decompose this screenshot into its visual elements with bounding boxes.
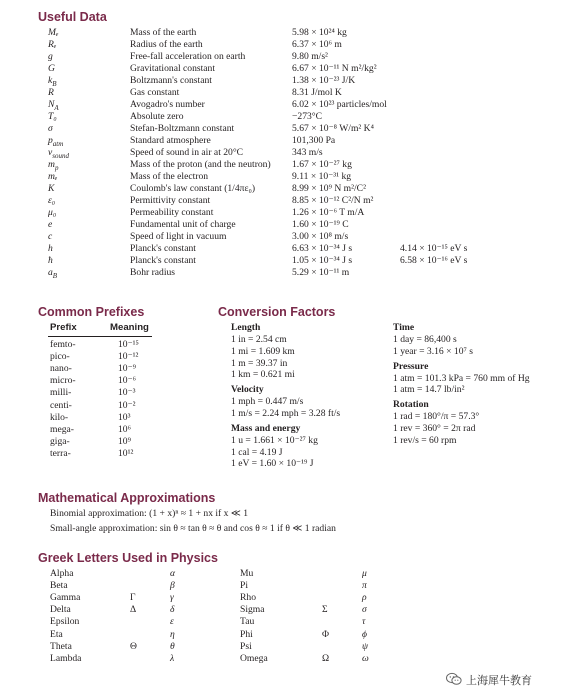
greek-name-cell: Gamma — [50, 592, 81, 604]
description-cell: Planck's constant — [130, 255, 196, 266]
greek-lower-cell: ε — [170, 616, 174, 628]
meaning-cell: 10⁻⁶ — [118, 375, 137, 387]
value-cell: −273°C — [292, 111, 323, 122]
description-cell: Absolute zero — [130, 111, 184, 122]
symbol-cell: μ₀ — [48, 207, 57, 218]
alt-value-cell: 6.58 × 10⁻¹⁶ eV s — [400, 255, 468, 266]
prefix-cell: kilo- — [50, 411, 69, 423]
symbol-cell: K — [48, 183, 55, 194]
meaning-cell: 10⁶ — [118, 423, 131, 435]
greek-name-cell: Delta — [50, 604, 71, 616]
greek-name-cell: Eta — [50, 628, 63, 640]
greek-name-cell: Lambda — [50, 652, 82, 664]
conversion-group-heading: Rotation — [393, 399, 429, 411]
description-cell: Avogadro's number — [130, 99, 205, 110]
symbol-cell: $v_{sound}$ — [48, 147, 69, 160]
conversion-line: 1 u = 1.661 × 10⁻²⁷ kg — [231, 434, 318, 446]
value-cell: 101,300 Pa — [292, 135, 336, 146]
greek-lower-cell: σ — [362, 604, 367, 616]
description-cell: Mass of the earth — [130, 27, 197, 38]
greek-letters-heading: Greek Letters Used in Physics — [38, 551, 218, 565]
conversion-group-heading: Length — [231, 322, 261, 333]
prefix-column-header: Prefix — [50, 322, 77, 333]
greek-lower-cell: δ — [170, 604, 175, 616]
value-cell: 8.31 J/mol K — [292, 87, 342, 98]
conversion-line: 1 m/s = 2.24 mph = 3.28 ft/s — [231, 408, 341, 419]
description-cell: Speed of light in vacuum — [130, 231, 227, 242]
description-cell: Permittivity constant — [130, 195, 211, 206]
greek-name-cell: Beta — [50, 580, 68, 592]
value-cell: 1.38 × 10⁻²³ J/K — [292, 75, 356, 86]
approximation-line: Small-angle approximation: sin θ ≈ tan θ ≈ θ and cos θ ≈ 1 if θ ≪ 1 radian — [50, 523, 336, 534]
meaning-cell: 10³ — [118, 411, 131, 423]
meaning-cell: 10⁻² — [118, 399, 136, 411]
greek-lower-cell: ψ — [362, 640, 368, 652]
description-cell: Boltzmann's constant — [130, 75, 212, 86]
prefix-cell: terra- — [50, 447, 71, 459]
greek-name-cell: Mu — [240, 568, 254, 579]
conversion-group-heading: Velocity — [231, 384, 264, 396]
symbol-cell: mₑ — [48, 171, 58, 182]
prefix-cell: pico- — [50, 351, 70, 363]
greek-upper-cell: Ω — [322, 652, 330, 664]
meaning-cell: 10⁻¹⁵ — [118, 339, 139, 350]
greek-lower-cell: τ — [362, 616, 366, 628]
greek-name-cell: Pi — [240, 580, 249, 592]
math-approx-heading: Mathematical Approximations — [38, 491, 216, 505]
greek-lower-cell: ϕ — [362, 628, 367, 640]
description-cell: Fundamental unit of charge — [130, 219, 236, 230]
greek-name-cell: Rho — [240, 592, 256, 604]
value-cell: 3.00 × 10⁸ m/s — [292, 231, 349, 242]
value-cell: 1.26 × 10⁻⁶ T m/A — [292, 207, 365, 218]
value-cell: 6.02 × 10²³ particles/mol — [292, 99, 387, 110]
meaning-cell: 10⁹ — [118, 435, 131, 447]
symbol-cell: T₀ — [48, 111, 57, 122]
conversion-factors-heading: Conversion Factors — [218, 305, 336, 319]
symbol-cell: ε₀ — [48, 195, 56, 206]
value-cell: 5.67 × 10⁻⁸ W/m² K⁴ — [292, 123, 374, 134]
meaning-cell: 10¹² — [118, 447, 134, 459]
description-cell: Free-fall acceleration on earth — [130, 51, 246, 62]
greek-lower-cell: ρ — [362, 592, 367, 604]
symbol-cell: Rₑ — [48, 39, 57, 50]
symbol-cell: $k_B$ — [48, 75, 57, 88]
conversion-line: 1 mph = 0.447 m/s — [231, 396, 304, 408]
description-cell: Standard atmosphere — [130, 135, 211, 146]
description-cell: Stefan-Boltzmann constant — [130, 123, 235, 134]
greek-name-cell: Psi — [240, 640, 252, 652]
conversion-line: 1 mi = 1.609 km — [231, 345, 295, 357]
value-cell: 8.99 × 10⁹ N m²/C² — [292, 183, 366, 194]
conversion-line: 1 year = 3.16 × 10⁷ s — [393, 345, 473, 357]
description-cell: Planck's constant — [130, 243, 196, 254]
prefix-cell: milli- — [50, 387, 72, 399]
conversion-line: 1 rev = 360° = 2π rad — [393, 423, 476, 434]
meaning-cell: 10⁻¹² — [118, 351, 139, 363]
conversion-line: 1 rad = 180°/π = 57.3° — [393, 411, 480, 423]
common-prefixes-heading: Common Prefixes — [38, 305, 145, 319]
wechat-logo-icon — [446, 672, 462, 691]
conversion-line: 1 km = 0.621 mi — [231, 369, 295, 381]
value-cell: 1.05 × 10⁻³⁴ J s — [292, 255, 353, 266]
symbol-cell: g — [48, 51, 53, 62]
description-cell: Gravitational constant — [130, 63, 215, 74]
greek-lower-cell: ω — [362, 652, 369, 664]
greek-name-cell: Sigma — [240, 604, 265, 616]
greek-upper-cell: Φ — [322, 628, 330, 640]
conversion-line: 1 atm = 101.3 kPa = 760 mm of Hg — [393, 372, 530, 384]
approximation-line: Binomial approximation: (1 + x)ⁿ ≈ 1 + nx if x ≪ 1 — [50, 508, 249, 519]
greek-lower-cell: π — [362, 580, 367, 592]
greek-lower-cell: η — [170, 628, 175, 640]
alt-value-cell: 4.14 × 10⁻¹⁵ eV s — [400, 243, 468, 254]
prefix-cell: micro- — [50, 375, 76, 387]
value-cell: 5.98 × 10²⁴ kg — [292, 27, 347, 38]
description-cell: Coulomb's law constant (1/4πε₀) — [130, 183, 256, 194]
prefix-cell: femto- — [50, 339, 76, 350]
value-cell: 343 m/s — [292, 147, 323, 158]
symbol-cell: Mₑ — [48, 27, 59, 38]
useful-data-heading: Useful Data — [38, 10, 107, 24]
prefix-cell: mega- — [50, 423, 74, 435]
greek-lower-cell: θ — [170, 640, 175, 652]
description-cell: Mass of the proton (and the neutron) — [130, 159, 271, 170]
meaning-column-header: Meaning — [110, 322, 149, 333]
prefix-cell: nano- — [50, 363, 72, 375]
value-cell: 6.37 × 10⁶ m — [292, 39, 342, 50]
prefix-cell: giga- — [50, 435, 70, 447]
conversion-group-heading: Mass and energy — [231, 422, 301, 434]
value-cell: 9.80 m/s² — [292, 51, 328, 62]
greek-upper-cell: Δ — [130, 604, 137, 616]
meaning-cell: 10⁻³ — [118, 387, 136, 399]
greek-lower-cell: β — [170, 580, 175, 592]
description-cell: Radius of the earth — [130, 39, 203, 50]
conversion-line: 1 day = 86,400 s — [393, 334, 457, 345]
symbol-cell: h — [48, 243, 53, 254]
greek-lower-cell: γ — [170, 592, 174, 604]
description-cell: Speed of sound in air at 20°C — [130, 147, 244, 158]
symbol-cell: R — [48, 87, 54, 98]
symbol-cell: $p_{atm}$ — [48, 135, 64, 148]
symbol-cell: σ — [48, 123, 53, 134]
conversion-line: 1 in = 2.54 cm — [231, 334, 287, 345]
greek-lower-cell: λ — [170, 652, 175, 664]
conversion-line: 1 cal = 4.19 J — [231, 446, 283, 458]
greek-name-cell: Theta — [50, 640, 72, 652]
greek-lower-cell: α — [170, 568, 176, 579]
greek-name-cell: Epsilon — [50, 616, 80, 628]
greek-upper-cell: Σ — [322, 604, 328, 616]
value-cell: 8.85 × 10⁻¹² C²/N m² — [292, 195, 374, 206]
symbol-cell: G — [48, 63, 55, 74]
symbol-cell: c — [48, 231, 53, 242]
watermark-text: 上海犀牛教育 — [466, 674, 532, 687]
symbol-cell: $a_B$ — [48, 267, 58, 280]
greek-name-cell: Omega — [240, 652, 268, 664]
greek-name-cell: Phi — [240, 628, 253, 640]
symbol-cell: e — [48, 219, 53, 230]
greek-name-cell: Alpha — [50, 568, 74, 579]
conversion-line: 1 atm = 14.7 lb/in² — [393, 384, 465, 396]
description-cell: Permeability constant — [130, 207, 214, 218]
conversion-group-heading: Time — [393, 322, 415, 333]
description-cell: Mass of the electron — [130, 171, 209, 182]
symbol-cell: $N_A$ — [48, 99, 59, 112]
symbol-cell: ħ — [48, 255, 53, 266]
value-cell: 6.67 × 10⁻¹¹ N m²/kg² — [292, 63, 377, 74]
value-cell: 9.11 × 10⁻³¹ kg — [292, 171, 352, 182]
greek-upper-cell: Γ — [130, 592, 136, 604]
greek-upper-cell: Θ — [130, 640, 137, 652]
value-cell: 6.63 × 10⁻³⁴ J s — [292, 243, 353, 254]
greek-lower-cell: μ — [362, 568, 367, 579]
meaning-cell: 10⁻⁹ — [118, 363, 137, 375]
value-cell: 5.29 × 10⁻¹¹ m — [292, 267, 350, 278]
symbol-cell: $m_p$ — [48, 159, 59, 172]
prefix-header-rule — [48, 336, 152, 337]
description-cell: Gas constant — [130, 87, 180, 98]
value-cell: 1.67 × 10⁻²⁷ kg — [292, 159, 352, 170]
conversion-line: 1 eV = 1.60 × 10⁻¹⁹ J — [231, 458, 314, 470]
description-cell: Bohr radius — [130, 267, 176, 278]
value-cell: 1.60 × 10⁻¹⁹ C — [292, 219, 349, 230]
conversion-line: 1 m = 39.37 in — [231, 357, 288, 369]
greek-name-cell: Tau — [240, 616, 255, 628]
conversion-line: 1 rev/s = 60 rpm — [393, 434, 457, 446]
conversion-group-heading: Pressure — [393, 360, 429, 372]
prefix-cell: centi- — [50, 399, 72, 411]
